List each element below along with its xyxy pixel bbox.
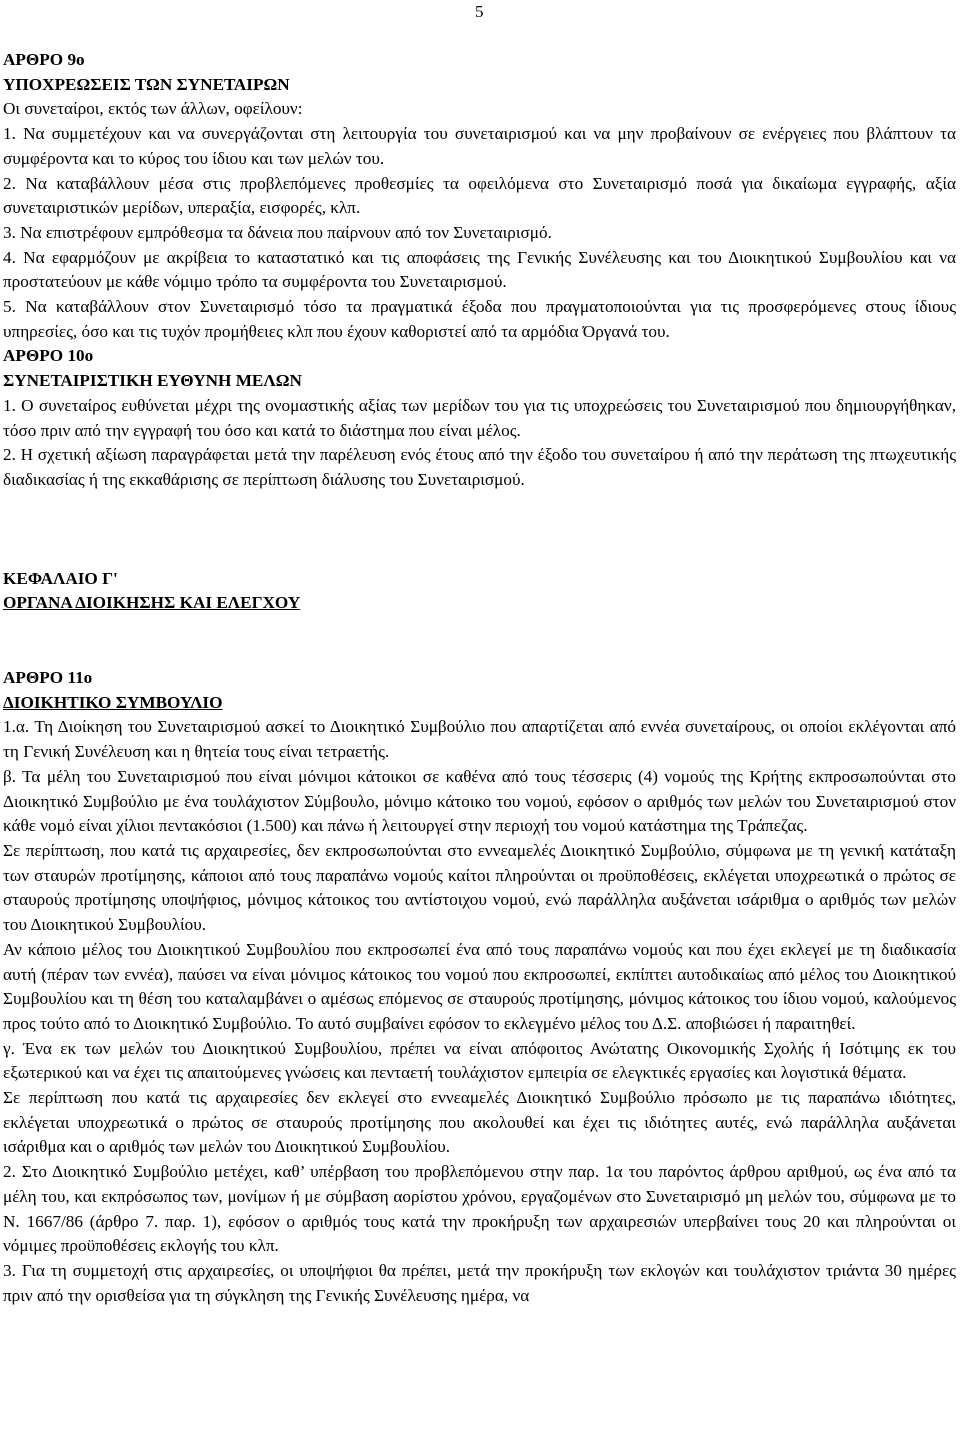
article-9-subtitle: ΥΠΟΧΡΕΩΣΕΙΣ ΤΩΝ ΣΥΝΕΤΑΙΡΩΝ [3, 74, 290, 94]
document-body [3, 48, 956, 1308]
article-11-para-2: 2. Στο Διοικητικό Συμβούλιο μετέχει, καθ’ υπέρβαση του προβλεπόμενου στην παρ. 1α του παρόντος άρθρου αριθμού, ως ένα από τα μέλη του, και εκπρόσωπος των, μονίμων ή με σύμβαση αορίστου χρόνου, εργαζομένων στο Συνεταιρισμό μη μελών του, σύμφωνα με το Ν. 1667/86 (άρθρο 7. παρ. 1), εφόσον ο αριθμός τους κατά την προκήρυξη των αρχαιρεσιών υπερβαίνει τους 20 και πληρούνται οι νόμιμες προϋποθέσεις εκλογής του κλπ. [3, 1162, 956, 1256]
article-11-para-1c-cont: Σε περίπτωση που κατά τις αρχαιρεσίες δεν εκλεγεί στο εννεαμελές Διοικητικό Συμβούλιο πρόσωπο με τις παραπάνω ιδιότητες, εκλέγεται υποχρεωτικά ο πρώτος σε σταυρούς προτίμησης που ακολουθεί και έχει τις ιδιότητες αυτές, ενώ παράλληλα αυξάνεται ισάριθμα και ο αριθμός των μελών του Διοικητικού Συμβουλίου. [3, 1088, 956, 1157]
chapter-title: ΚΕΦΑΛΑΙΟ Γ' [3, 568, 118, 588]
article-9-item-4: 4. Να εφαρμόζουν με ακρίβεια το καταστατικό και τις αποφάσεις της Γενικής Συνέλευσης και του Διοικητικού Συμβουλίου και να προστατεύουν με κάθε νόμιμο τρόπο τα συμφέροντα του Συνεταιρισμού. [3, 247, 956, 292]
article-9-item-3: 3. Να επιστρέφουν εμπρόθεσμα τα δάνεια που παίρνουν από τον Συνεταιρισμό. [3, 222, 552, 242]
article-9-item-2: 2. Να καταβάλλουν μέσα στις προβλεπόμενες προθεσμίες τα οφειλόμενα στο Συνεταιρισμό ποσά για δικαίωμα εγγραφής, αξία συνεταιριστικών μερίδων, υπεραξία, εισφορές, κλπ. [3, 173, 956, 218]
article-11-subtitle: ΔΙΟΙΚΗΤΙΚΟ ΣΥΜΒΟΥΛΙΟ [3, 692, 223, 712]
article-11-title: ΑΡΘΡΟ 11ο [3, 668, 93, 688]
article-11-para-1b-cont: Σε περίπτωση, που κατά τις αρχαιρεσίες, δεν εκπροσωπούνται στο εννεαμελές Διοικητικό Συμβούλιο, σύμφωνα με τη γενική κατάταξη των σταυρών προτίμησης, κάποιοι από τους παραπάνω νομούς καίτοι πληρούνται οι προϋποθέσεις, εκλέγεται υποχρεωτικά ο πρώτος σε σταυρούς προτίμησης υποψήφιος, μόνιμος κάτοικος του αντίστοιχου νομού, ενώ παράλληλα αυξάνεται ισάριθμα ο αριθμός των μελών του Διοικητικού Συμβουλίου. [3, 840, 956, 935]
article-10-item-2: 2. Η σχετική αξίωση παραγράφεται μετά την παρέλευση ενός έτους από την έξοδο του συνεταίρου ή από την περάτωση της πτωχευτικής διαδικασίας ή της εκκαθάρισης σε περίπτωση διάλυσης του Συνεταιρισμού. [3, 445, 956, 489]
article-11-para-1a: 1.α. Τη Διοίκηση του Συνεταιρισμού ασκεί το Διοικητικό Συμβούλιο που απαρτίζεται από εννέα συνεταίρους, οι οποίοι εκλέγονται από τη Γενική Συνέλευση και η θητεία τους είναι τετραετής. [3, 717, 956, 762]
page-number: 5 [475, 2, 484, 21]
article-9-intro: Οι συνεταίροι, εκτός των άλλων, οφείλουν: [3, 99, 303, 119]
chapter-subtitle: ΟΡΓΑΝΑ ΔΙΟΙΚΗΣΗΣ ΚΑΙ ΕΛΕΓΧΟΥ [3, 593, 301, 613]
article-9-item-1: 1. Να συμμετέχουν και να συνεργάζονται στη λειτουργία του συνεταιρισμού και να μην προβαίνουν σε ενέργειες που βλάπτουν τα συμφέροντα και το κύρος του ίδιου και των μελών του. [3, 124, 956, 168]
article-10-title: ΑΡΘΡΟ 10ο [3, 346, 94, 366]
article-11-para-3: 3. Για τη συμμετοχή στις αρχαιρεσίες, οι υποψήφιοι θα πρέπει, μετά την προκήρυξη των εκλογών και τουλάχιστον τριάντα 30 ημέρες πριν από την ορισθείσα για τη σύγκληση της Γενικής Συνέλευσης ημέρα, να [3, 1260, 956, 1305]
article-11-para-1b: β. Τα μέλη του Συνεταιρισμού που είναι μόνιμοι κάτοικοι σε καθένα από τους τέσσερις (4) νομούς της Κρήτης εκπροσωπούνται στο Διοικητικό Συμβούλιο με ένα τουλάχιστον Σύμβουλο, μόνιμο κάτοικο του νομού, εφόσον ο αριθμός των μελών του Συνεταιρισμού στον κάθε νομό είναι χίλιοι πεντακόσιοι (1.500) και πάνω ή λειτουργεί στην περιοχή του νομού κατάστημα της Τράπεζας. [3, 766, 956, 836]
section-spacer [3, 616, 956, 666]
article-11-para-1b-replacement: Αν κάποιο μέλος του Διοικητικού Συμβουλίου που εκπροσωπεί ένα από τους παραπάνω νομούς και που έχει εκλεγεί με τη διαδικασία αυτή (πέραν των εννέα), παύσει να είναι μόνιμος κάτοικος του νομού που εκπροσωπεί, εκπίπτει αυτοδικαίως από μέλος του Διοικητικού Συμβουλίου και τη θέση του καταλαμβάνει ο αμέσως επόμενος σε σταυρούς προτίμησης, μόνιμος κάτοικος του ίδιου νομού, καλούμενος προς τούτο από το Διοικητικό Συμβούλιο. Το αυτό συμβαίνει εφόσον το εκλεγμένο μέλος του Δ.Σ. αποβιώσει ή παραιτηθεί. [3, 939, 956, 1033]
article-9-title: ΑΡΘΡΟ 9ο [3, 50, 85, 69]
article-9-item-5: 5. Να καταβάλλουν στον Συνεταιρισμό τόσο τα πραγματικά έξοδα που πραγματοποιούνται για τις προσφερόμενες στους ίδιους υπηρεσίες, όσο και τις τυχόν προμήθειες κλπ που έχουν καθοριστεί από τα αρμόδια Όργανά του. [3, 297, 956, 341]
article-10-subtitle: ΣΥΝΕΤΑΙΡΙΣΤΙΚΗ ΕΥΘΥΝΗ ΜΕΛΩΝ [3, 371, 302, 391]
article-10-item-1: 1. Ο συνεταίρος ευθύνεται μέχρι της ονομαστικής αξίας των μερίδων του για τις υποχρεώσεις του Συνεταιρισμού που δημιουργήθηκαν, τόσο πριν από την εγγραφή του όσο και κατά το διάστημα που είναι μέλος. [3, 395, 956, 440]
section-spacer [3, 493, 956, 567]
article-11-para-1c: γ. Ένα εκ των μελών του Διοικητικού Συμβουλίου, πρέπει να είναι απόφοιτος Ανώτατης Οικονομικής Σχολής ή Ισότιμης εκ του εξωτερικού και να έχει τις απαιτούμενες γνώσεις και πενταετή τουλάχιστον εμπειρία σε ελεγκτικές εργασίες και λογιστικά θέματα. [3, 1038, 956, 1083]
